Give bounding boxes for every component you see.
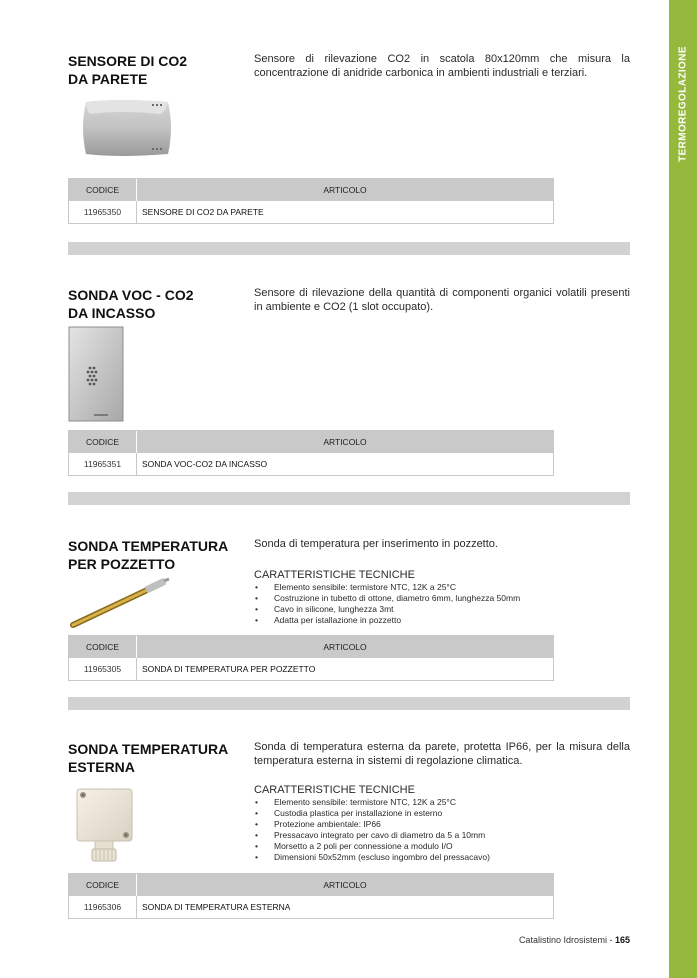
row-code: 11965306 <box>69 896 137 918</box>
header-codice: CODICE <box>69 179 137 201</box>
page-number: 165 <box>614 935 630 945</box>
spec-item: • Cavo in silicone, lunghezza 3mt <box>254 604 630 615</box>
product-description: Sonda di temperatura esterna da parete, protetta IP66, per la misura della temperatura esterna in sistemi di regolazione climatica. <box>254 741 630 767</box>
page-footer <box>519 935 630 945</box>
product-title-line1: SONDA TEMPERATURA <box>68 538 229 554</box>
pozzetto-probe-image <box>70 577 170 629</box>
product-title <box>68 740 243 776</box>
table-header <box>69 636 553 658</box>
row-article: SONDA DI TEMPERATURA PER POZZETTO <box>142 664 316 674</box>
spec-item: • Costruzione in tubetto di ottone, diametro 6mm, lunghezza 50mm <box>254 593 630 604</box>
spec-item: • Elemento sensibile: termistore NTC, 12K a 25°C <box>254 797 630 808</box>
spec-item: • Dimensioni 50x52mm (escluso ingombro del pressacavo) <box>254 852 630 863</box>
header-articolo: ARTICOLO <box>323 880 367 890</box>
product-description: Sonda di temperatura per inserimento in pozzetto. <box>254 538 498 550</box>
product-title <box>68 537 243 573</box>
table-header <box>69 874 553 896</box>
table-header <box>69 179 553 201</box>
product-table <box>68 873 554 919</box>
header-articolo: ARTICOLO <box>323 642 367 652</box>
table-row <box>69 658 553 680</box>
specs-title: CARATTERISTICHE TECNICHE <box>254 784 415 796</box>
row-article: SONDA VOC-CO2 DA INCASSO <box>142 459 268 469</box>
header-articolo: ARTICOLO <box>323 437 367 447</box>
product-title-line1: SONDA VOC - CO2 <box>68 287 194 303</box>
product-title-line2: PER POZZETTO <box>68 556 176 572</box>
header-codice: CODICE <box>69 874 137 896</box>
outdoor-sensor-image <box>74 787 136 863</box>
footer-catalog: Catalistino Idrosistemi - <box>518 935 615 945</box>
product-title-line2: ESTERNA <box>68 759 135 775</box>
product-title-line1: SENSORE DI CO2 <box>68 53 188 69</box>
product-title <box>68 286 243 322</box>
section-divider <box>68 492 630 505</box>
voc-co2-sensor-image <box>68 326 124 422</box>
product-description: Sensore di rilevazione della quantità di componenti organici volatili presenti in ambiente e CO2 (1 slot occupato). <box>254 287 630 313</box>
header-codice: CODICE <box>69 431 137 453</box>
row-code: 11965351 <box>69 453 137 475</box>
table-row <box>69 896 553 918</box>
side-tab-label: TERMOREGOLAZIONE <box>677 46 689 162</box>
spec-item: • Protezione ambientale: IP66 <box>254 819 630 830</box>
product-title-line2: DA INCASSO <box>68 305 156 321</box>
spec-item: • Pressacavo integrato per cavo di diametro da 5 a 10mm <box>254 830 630 841</box>
product-title-line2: DA PARETE <box>68 71 148 87</box>
header-codice: CODICE <box>69 636 137 658</box>
row-code: 11965350 <box>69 201 137 223</box>
row-article: SENSORE DI CO2 DA PARETE <box>142 207 264 217</box>
table-row <box>69 453 553 475</box>
product-table <box>68 430 554 476</box>
row-code: 11965305 <box>69 658 137 680</box>
specs-list <box>254 582 630 626</box>
product-table <box>68 178 554 224</box>
spec-item: • Adatta per istallazione in pozzetto <box>254 615 630 626</box>
product-description: Sensore di rilevazione CO2 in scatola 80x120mm che misura la concentrazione di anidride carbonica in ambienti industriali e terziari. <box>254 53 630 79</box>
specs-title: CARATTERISTICHE TECNICHE <box>254 569 415 581</box>
spec-item: • Custodia plastica per installazione in esterno <box>254 808 630 819</box>
specs-list <box>254 797 630 863</box>
product-title <box>68 52 243 88</box>
table-header <box>69 431 553 453</box>
co2-wall-sensor-image <box>80 98 175 160</box>
product-table <box>68 635 554 681</box>
header-articolo: ARTICOLO <box>323 185 367 195</box>
section-divider <box>68 697 630 710</box>
spec-item: • Morsetto a 2 poli per connessione a modulo I/O <box>254 841 630 852</box>
row-article: SONDA DI TEMPERATURA ESTERNA <box>142 902 291 912</box>
spec-item: • Elemento sensibile: termistore NTC, 12K a 25°C <box>254 582 630 593</box>
table-row <box>69 201 553 223</box>
section-divider <box>68 242 630 255</box>
product-title-line1: SONDA TEMPERATURA <box>68 741 229 757</box>
